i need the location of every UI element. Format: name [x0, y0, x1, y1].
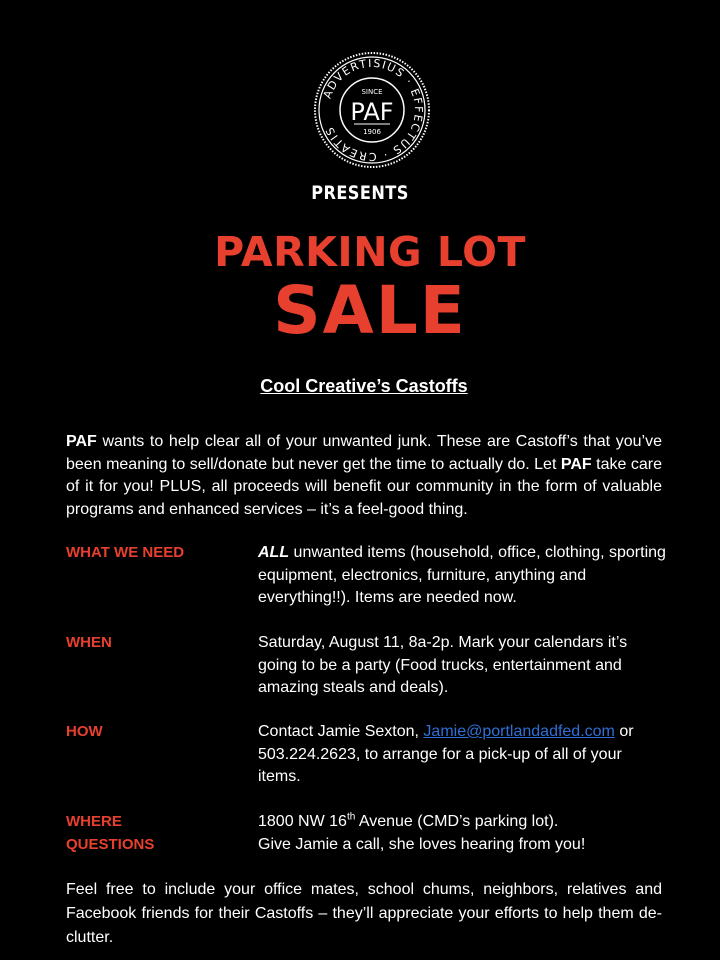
title-sale: SALE	[273, 272, 467, 349]
detail-value: ALL unwanted items (household, office, clothing, sporting equipment, electronics, furniture, anything and everything!!). Items are needed now.	[258, 544, 666, 606]
paf-seal-logo	[312, 50, 432, 170]
detail-value: Contact Jamie Sexton, Jamie@portlandadfed.com or 503.224.2623, to arrange for a pick-up of all of your items.	[258, 723, 634, 785]
detail-value: Give Jamie a call, she loves hearing from you!	[258, 836, 586, 853]
subheading: Cool Creative’s Castoffs	[260, 376, 468, 396]
presents-label: PRESENTS	[311, 182, 409, 204]
detail-label: QUESTIONS	[66, 836, 155, 853]
svg-text:SINCE: SINCE	[361, 88, 383, 96]
title-parking-lot: PARKING LOT	[214, 228, 526, 276]
email-link[interactable]: Jamie@portlandadfed.com	[423, 723, 615, 740]
detail-label: HOW	[66, 723, 103, 740]
detail-label: WHEN	[66, 634, 112, 651]
detail-value: 1800 NW 16th Avenue (CMD’s parking lot).	[258, 811, 559, 830]
detail-value: Saturday, August 11, 8a-2p. Mark your calendars it’s going to be a party (Food trucks, entertainment and amazing steals and deals).	[258, 634, 628, 696]
intro-paragraph: PAF wants to help clear all of your unwanted junk. These are Castoff’s that you’ve been meaning to sell/donate but never get the time to actually do. Let PAF take care of it for you! PLUS, all proceeds will benefit our community in the form of valuable programs and enhanced services – it’s a feel-good thing.	[66, 433, 662, 518]
svg-text:PAF: PAF	[350, 98, 394, 126]
closing-paragraph: Feel free to include your office mates, school chums, neighbors, relatives and Facebook friends for their Castoffs – they’ll appreciate your efforts to help them de-clutter.	[66, 881, 662, 946]
detail-label: WHERE	[66, 813, 122, 830]
detail-label: WHAT WE NEED	[66, 544, 185, 561]
svg-text:1906: 1906	[363, 128, 381, 136]
svg-text:ADVERTISIUS · EFFECTUS · CREAT: ADVERTISIUS · EFFECTUS · CREATIS	[320, 56, 426, 164]
